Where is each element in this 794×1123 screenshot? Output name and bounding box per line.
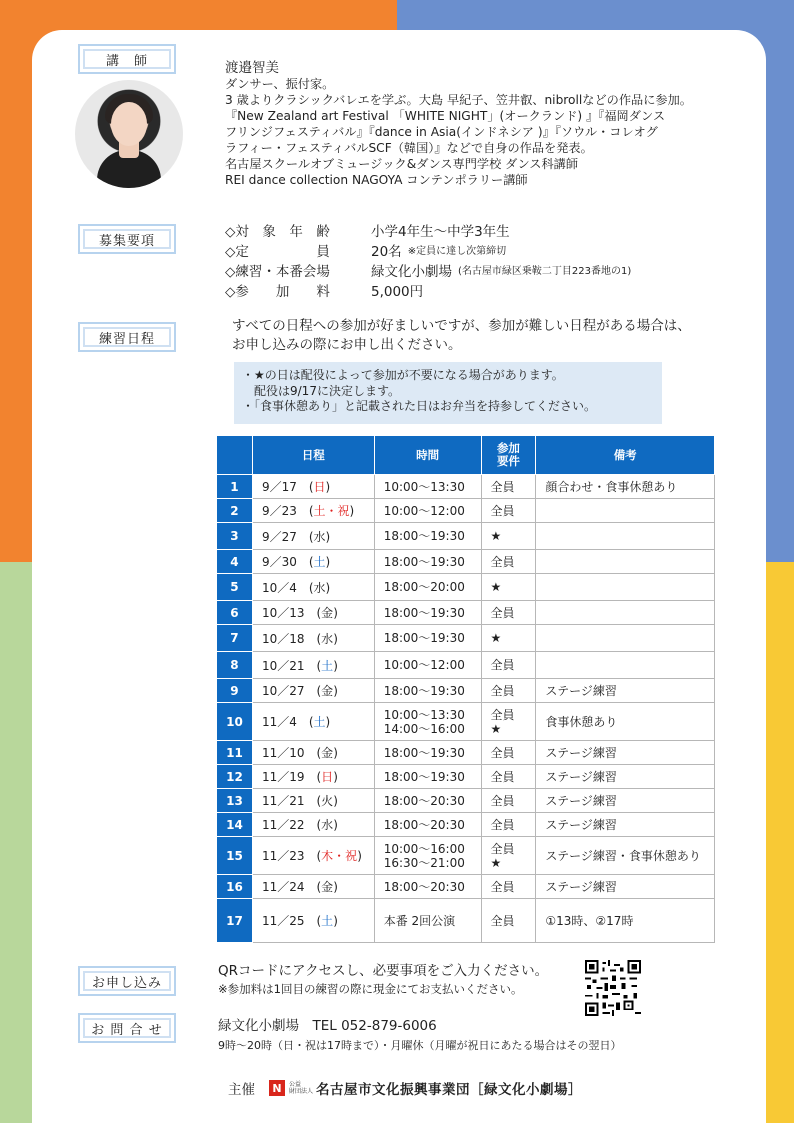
remarks-cell: ステージ練習 xyxy=(536,789,715,813)
contact-hours: 9時～20時（日・祝は17時まで）・月曜休（月曜が祝日にあたる場合はその翌日） xyxy=(218,1039,622,1052)
req-line: 全員 xyxy=(490,658,515,672)
date-cell: 10／21 (土) xyxy=(252,652,374,679)
requirement-cell xyxy=(481,765,536,789)
req-line: ★ xyxy=(490,721,502,736)
requirement-cell xyxy=(481,789,536,813)
note-line: ・「食事休憩あり」と記載された日はお弁当を持参してください。 xyxy=(242,399,597,413)
date-text: 10／21 xyxy=(261,658,305,673)
table-row xyxy=(217,652,715,679)
req-line: 全員 xyxy=(490,503,515,518)
requirement-cell xyxy=(481,875,536,899)
table-row xyxy=(217,574,715,601)
req-line: 全員 xyxy=(490,793,515,808)
bio-line: 名古屋スクールオブミュージック&ダンス専門学校 ダンス科講師 xyxy=(225,157,579,171)
host-label: 主催 xyxy=(228,1082,255,1098)
requirement-value: 緑文化小劇場 xyxy=(371,264,452,280)
date-cell: 11／22 (水) xyxy=(252,813,374,837)
row-number: 16 xyxy=(217,875,253,899)
bio-line: 3 歳よりクラシックバレエを学ぶ。大島 早紀子、笠井叡、nibrollなどの作品に参加。 xyxy=(225,93,692,107)
day-of-week: 金 xyxy=(321,684,334,698)
day-of-week: 木・祝 xyxy=(321,849,358,863)
label-schedule: 練習日程 xyxy=(78,322,176,352)
date-cell: 11／24 (金) xyxy=(252,875,374,899)
table-row xyxy=(217,765,715,789)
time-cell xyxy=(374,475,481,499)
req-line: 全員 xyxy=(490,769,515,784)
table-row xyxy=(217,625,715,652)
requirement-row xyxy=(225,242,631,262)
instructor-bio xyxy=(225,60,745,188)
requirement-note: (名古屋市緑区乗鞍二丁目223番地の1) xyxy=(458,266,632,277)
row-number: 4 xyxy=(217,550,253,574)
day-of-week: 水 xyxy=(313,580,326,595)
apply-text: QRコードにアクセスし、必要事項をご入力ください。 xyxy=(218,963,549,979)
date-cell: 11／4 (土) xyxy=(252,703,374,741)
organization-logo-icon: N xyxy=(269,1080,285,1096)
day-of-week: 土・祝 xyxy=(313,504,350,518)
time-line: 10:00～13:30 xyxy=(383,707,465,722)
bio-line: ラフィー・フェスティバルSCF（韓国）』などで自身の作品を発表。 xyxy=(225,141,593,155)
requirement-key: ◇対 象 年 齢 xyxy=(225,224,330,240)
day-of-week: 日 xyxy=(313,480,326,494)
requirement-note: ※定員に達し次第締切 xyxy=(407,246,507,257)
row-number: 11 xyxy=(217,741,253,765)
remarks-cell: ステージ練習 xyxy=(536,875,715,899)
row-number: 10 xyxy=(217,703,253,741)
date-text: 9／27 xyxy=(261,529,297,544)
label-requirements: 募集要項 xyxy=(78,224,176,254)
requirement-cell xyxy=(481,550,536,574)
date-cell: 10／27 (金) xyxy=(252,679,374,703)
time-line: 18:00～19:30 xyxy=(383,554,465,569)
date-text: 9／17 xyxy=(261,480,297,494)
remarks-cell: ステージ練習・食事休憩あり xyxy=(536,837,715,875)
time-cell xyxy=(374,625,481,652)
remarks-cell: ステージ練習 xyxy=(536,741,715,765)
time-cell xyxy=(374,574,481,601)
bio-line: REI dance collection NAGOYA コンテンポラリー講師 xyxy=(225,173,528,187)
date-cell: 11／23 (木・祝) xyxy=(252,837,374,875)
day-of-week: 金 xyxy=(321,880,334,894)
row-number: 1 xyxy=(217,475,253,499)
req-line: 全員 xyxy=(490,554,515,569)
requirement-key: ◇定 員 xyxy=(225,244,330,260)
time-line: 18:00～19:30 xyxy=(383,745,465,760)
table-row xyxy=(217,741,715,765)
footer xyxy=(228,1078,582,1098)
req-line: 全員 xyxy=(490,879,515,894)
time-line: 18:00～19:30 xyxy=(383,631,465,645)
req-line: ★ xyxy=(490,529,502,543)
table-row xyxy=(217,601,715,625)
intro-line: お申し込みの際にお申し出ください。 xyxy=(232,337,462,353)
remarks-cell: ステージ練習 xyxy=(536,765,715,789)
date-text: 10／18 xyxy=(261,631,305,646)
row-number: 13 xyxy=(217,789,253,813)
note-line: ・★の日は配役によって参加が不要になる場合があります。 xyxy=(242,368,564,382)
contact-phone: 緑文化小劇場 TEL 052-879-6006 xyxy=(218,1018,437,1034)
schedule-notes xyxy=(234,362,662,424)
organization-name: 名古屋市文化振興事業団［緑文化小劇場］ xyxy=(316,1082,583,1098)
day-of-week: 金 xyxy=(321,746,334,760)
day-of-week: 水 xyxy=(313,529,326,544)
table-row xyxy=(217,499,715,523)
requirement-cell xyxy=(481,899,536,943)
requirement-cell xyxy=(481,475,536,499)
label-contact: お 問 合 せ xyxy=(78,1013,176,1043)
remarks-cell: ステージ練習 xyxy=(536,813,715,837)
remarks-cell xyxy=(536,523,715,550)
req-line: 全員 xyxy=(490,707,515,722)
time-cell xyxy=(374,550,481,574)
time-cell xyxy=(374,875,481,899)
date-cell: 11／21 (火) xyxy=(252,789,374,813)
row-number: 14 xyxy=(217,813,253,837)
req-line: 全員 xyxy=(490,745,515,760)
remarks-cell xyxy=(536,652,715,679)
apply-note: ※参加料は1回目の練習の際に現金にてお支払いください。 xyxy=(218,982,523,996)
day-of-week: 土 xyxy=(321,658,334,673)
requirement-value: 5,000円 xyxy=(371,284,424,300)
requirement-cell xyxy=(481,741,536,765)
date-cell: 11／25 (土) xyxy=(252,899,374,943)
time-line: 本番 2回公演 xyxy=(383,913,456,928)
time-line: 18:00～20:30 xyxy=(383,817,465,832)
table-row xyxy=(217,703,715,741)
date-cell: 10／13 (金) xyxy=(252,601,374,625)
requirement-row xyxy=(225,262,631,282)
row-number: 15 xyxy=(217,837,253,875)
date-cell: 9／17 (日) xyxy=(252,475,374,499)
table-row xyxy=(217,837,715,875)
header-date: 日程 xyxy=(252,436,374,475)
intro-line: すべての日程への参加が好ましいですが、参加が難しい日程がある場合は、 xyxy=(232,318,691,334)
org-type xyxy=(289,1081,313,1095)
row-number: 5 xyxy=(217,574,253,601)
time-line: 14:00～16:00 xyxy=(383,721,465,736)
date-text: 11／10 xyxy=(261,746,305,760)
date-text: 11／19 xyxy=(261,770,305,784)
date-text: 11／25 xyxy=(261,914,305,928)
qr-code-icon[interactable] xyxy=(585,960,641,1016)
contact-section xyxy=(218,1017,622,1055)
schedule-intro xyxy=(232,317,732,355)
req-line: 全員 xyxy=(490,605,515,620)
row-number: 17 xyxy=(217,899,253,943)
header-req-line: 参加 xyxy=(496,441,520,455)
label-instructor: 講 師 xyxy=(78,44,176,74)
note-line: 配役は9/17に決定します。 xyxy=(242,383,400,398)
header-no xyxy=(217,436,253,475)
time-cell xyxy=(374,741,481,765)
time-line: 18:00～20:30 xyxy=(383,879,465,894)
requirement-cell xyxy=(481,837,536,875)
date-cell: 9／23 (土・祝) xyxy=(252,499,374,523)
date-cell: 11／19 (日) xyxy=(252,765,374,789)
day-of-week: 水 xyxy=(321,631,334,646)
date-text: 11／22 xyxy=(261,818,305,832)
date-text: 11／23 xyxy=(261,849,305,863)
requirement-cell xyxy=(481,574,536,601)
row-number: 8 xyxy=(217,652,253,679)
time-line: 10:00～16:00 xyxy=(383,841,465,856)
time-cell xyxy=(374,679,481,703)
day-of-week: 土 xyxy=(313,555,326,569)
date-text: 10／27 xyxy=(261,684,305,698)
date-text: 10／4 xyxy=(261,580,297,595)
date-text: 10／13 xyxy=(261,606,305,620)
remarks-cell: ①13時、②17時 xyxy=(536,899,715,943)
req-line: 全員 xyxy=(490,683,515,698)
row-number: 2 xyxy=(217,499,253,523)
requirement-cell xyxy=(481,499,536,523)
org-type-line: 財団法人 xyxy=(289,1088,314,1095)
time-cell xyxy=(374,899,481,943)
bio-line: ダンサー、振付家。 xyxy=(225,77,335,91)
day-of-week: 水 xyxy=(321,818,334,832)
time-line: 18:00～19:30 xyxy=(383,529,465,543)
req-line: ★ xyxy=(490,855,502,870)
requirements-list xyxy=(225,222,631,302)
row-number: 7 xyxy=(217,625,253,652)
day-of-week: 火 xyxy=(321,794,334,808)
req-line: ★ xyxy=(490,631,502,645)
table-header-row xyxy=(217,436,715,475)
table-row xyxy=(217,679,715,703)
date-cell: 10／4 (水) xyxy=(252,574,374,601)
remarks-cell: 顔合わせ・食事休憩あり xyxy=(536,475,715,499)
remarks-cell xyxy=(536,550,715,574)
time-cell xyxy=(374,499,481,523)
remarks-cell: ステージ練習 xyxy=(536,679,715,703)
row-number: 6 xyxy=(217,601,253,625)
time-cell xyxy=(374,523,481,550)
time-line: 10:00～13:30 xyxy=(383,479,465,494)
time-cell xyxy=(374,789,481,813)
remarks-cell xyxy=(536,574,715,601)
time-cell xyxy=(374,813,481,837)
requirement-key: ◇練習・本番会場 xyxy=(225,264,330,280)
remarks-cell xyxy=(536,499,715,523)
time-line: 18:00～19:30 xyxy=(383,683,465,698)
time-line: 10:00～12:00 xyxy=(383,658,465,672)
row-number: 9 xyxy=(217,679,253,703)
table-row xyxy=(217,875,715,899)
requirement-cell xyxy=(481,679,536,703)
day-of-week: 日 xyxy=(321,770,334,784)
org-type-line: 公益 xyxy=(289,1081,302,1088)
time-cell xyxy=(374,703,481,741)
header-requirement xyxy=(481,436,536,475)
time-line: 18:00～20:30 xyxy=(383,793,465,808)
time-line: 16:30～21:00 xyxy=(383,855,465,870)
time-line: 18:00～19:30 xyxy=(383,605,465,620)
remarks-cell: 食事休憩あり xyxy=(536,703,715,741)
time-cell xyxy=(374,837,481,875)
date-text: 11／24 xyxy=(261,880,305,894)
row-number: 3 xyxy=(217,523,253,550)
time-cell xyxy=(374,765,481,789)
day-of-week: 土 xyxy=(313,715,326,729)
req-line: ★ xyxy=(490,580,502,594)
date-text: 11／4 xyxy=(261,715,297,729)
day-of-week: 金 xyxy=(321,606,334,620)
instructor-photo xyxy=(75,80,183,188)
date-cell: 9／27 (水) xyxy=(252,523,374,550)
table-row xyxy=(217,789,715,813)
time-cell xyxy=(374,652,481,679)
row-number: 12 xyxy=(217,765,253,789)
requirement-row xyxy=(225,222,631,242)
header-time: 時間 xyxy=(374,436,481,475)
header-req-line: 要件 xyxy=(496,454,520,468)
requirement-cell xyxy=(481,523,536,550)
requirement-key: ◇参 加 料 xyxy=(225,284,330,300)
instructor-name: 渡邉智美 xyxy=(225,60,279,76)
requirement-cell xyxy=(481,601,536,625)
time-line: 18:00～20:00 xyxy=(383,580,465,594)
label-apply: お申し込み xyxy=(78,966,176,996)
header-remarks: 備考 xyxy=(536,436,715,475)
req-line: 全員 xyxy=(490,479,515,494)
date-text: 11／21 xyxy=(261,794,305,808)
requirement-cell xyxy=(481,625,536,652)
time-cell xyxy=(374,601,481,625)
day-of-week: 土 xyxy=(321,914,334,928)
table-row xyxy=(217,475,715,499)
date-cell: 9／30 (土) xyxy=(252,550,374,574)
table-row xyxy=(217,550,715,574)
req-line: 全員 xyxy=(490,913,515,928)
requirement-cell xyxy=(481,652,536,679)
apply-section xyxy=(218,962,548,998)
bio-line: フリンジフェスティバル』『dance in Asia(インドネシア )』『ソウル・コレオグ xyxy=(225,125,658,139)
date-text: 9／23 xyxy=(261,504,297,518)
date-text: 9／30 xyxy=(261,555,297,569)
requirement-value: 小学4年生～中学3年生 xyxy=(371,224,510,240)
requirement-cell xyxy=(481,703,536,741)
date-cell: 11／10 (金) xyxy=(252,741,374,765)
remarks-cell xyxy=(536,601,715,625)
table-row xyxy=(217,813,715,837)
time-line: 10:00～12:00 xyxy=(383,503,465,518)
requirement-value: 20名 xyxy=(371,244,402,260)
schedule-table xyxy=(216,435,715,943)
requirement-cell xyxy=(481,813,536,837)
table-row xyxy=(217,899,715,943)
date-cell: 10／18 (水) xyxy=(252,625,374,652)
bio-line: 『New Zealand art Festival 「WHITE NIGHT」(オークランド) 』『福岡ダンス xyxy=(225,109,666,123)
requirement-row xyxy=(225,282,631,302)
req-line: 全員 xyxy=(490,841,515,856)
table-row xyxy=(217,523,715,550)
time-line: 18:00～19:30 xyxy=(383,769,465,784)
req-line: 全員 xyxy=(490,817,515,832)
remarks-cell xyxy=(536,625,715,652)
